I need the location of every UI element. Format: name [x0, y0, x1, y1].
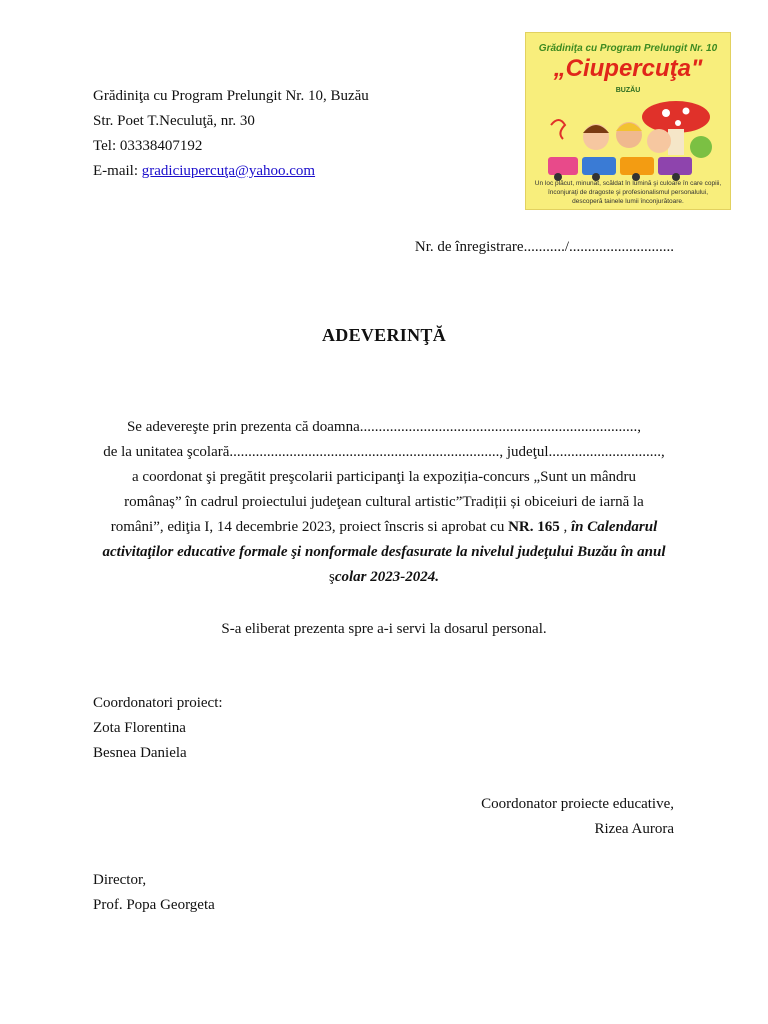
- director-label: Director,: [93, 872, 147, 888]
- mushroom-dot: [662, 109, 670, 117]
- child-hair: [583, 125, 609, 133]
- body-line: [94, 515, 674, 540]
- body-line: a coordonat şi pregătit preşcolarii participanţi la expoziția-concurs „Sunt un mândru: [132, 469, 636, 485]
- edu-coordinator-label: Coordonator proiecte educative,: [481, 796, 674, 812]
- educational-coordinator: [481, 792, 674, 842]
- certificate-body: [94, 415, 674, 590]
- mushroom-dot: [675, 120, 681, 126]
- approval-number: NR. 165: [508, 519, 560, 535]
- train-car: [582, 157, 616, 175]
- mushroom-dot: [683, 108, 690, 115]
- school-phone: Tel: 03338407192: [93, 138, 203, 154]
- project-coordinators: [93, 691, 223, 766]
- swirl-decoration: [551, 120, 565, 139]
- director-name: Prof. Popa Georgeta: [93, 897, 215, 913]
- calendar-reference: în Calendarul: [571, 519, 658, 535]
- director-signature: [93, 868, 215, 918]
- body-line: Se adevereşte prin prezenta că doamna..........................................................................,: [126, 419, 642, 435]
- train-car: [548, 157, 578, 175]
- issued-statement: S-a eliberat prezenta spre a-i servi la dosarul personal.: [221, 621, 547, 637]
- logo-motto: Un loc plăcut, minunat, scăldat în lumină şi culoare în care copiii, înconjuraţi de dragoste şi profesionalismul personalului, descoperă tainele lumii înconjurătoare.: [534, 180, 722, 205]
- train-car: [620, 157, 654, 175]
- registration-number: Nr. de înregistrare.........../............................: [414, 239, 674, 255]
- coordinator-name: Besnea Daniela: [93, 745, 187, 761]
- coordinators-label: Coordonatori proiect:: [93, 695, 223, 711]
- body-text-span: ,: [559, 519, 571, 535]
- school-header: [93, 84, 369, 184]
- body-line: românaș” în cadrul proiectului judeţean cultural artistic”Tradiții și obiceiuri de iarnă la: [124, 494, 644, 510]
- email-link[interactable]: gradiciupercuţa@yahoo.com: [141, 163, 316, 179]
- logo-illustration: [526, 95, 730, 185]
- document-title: ADEVERINŢĂ: [321, 325, 447, 345]
- train-car: [658, 157, 692, 175]
- child-hair: [616, 123, 642, 131]
- body-line: de la unitatea şcolară........................................................................, judeţul..............................,: [103, 444, 665, 460]
- caterpillar: [690, 136, 712, 158]
- coordinator-name: Zota Florentina: [93, 720, 186, 736]
- kindergarten-logo: [525, 32, 731, 210]
- body-line: activitaţilor educative formale şi nonformale desfasurate la nivelul judeţului Buzău în anul: [102, 544, 666, 560]
- school-name: Grădiniţa cu Program Prelungit Nr. 10, Buzău: [93, 88, 369, 104]
- school-address: Str. Poet T.Neculuţă, nr. 30: [93, 113, 255, 129]
- child-face: [647, 129, 671, 153]
- logo-name: „Ciupercuţa": [553, 55, 703, 82]
- body-text-span: ş: [328, 569, 335, 585]
- edu-coordinator-name: Rizea Aurora: [594, 821, 674, 837]
- body-text-span: români”, ediţia I, 14 decembrie 2023, proiect înscris si aprobat cu: [110, 519, 509, 535]
- logo-top-text: Grădiniţa cu Program Prelungit Nr. 10: [538, 43, 718, 54]
- mushroom-cap: [642, 101, 710, 133]
- email-label: E-mail:: [93, 163, 142, 179]
- body-line: [94, 565, 674, 590]
- school-year: colar 2023-2024.: [334, 569, 439, 585]
- school-email-line: [93, 159, 369, 184]
- logo-city: BUZĂU: [615, 87, 641, 94]
